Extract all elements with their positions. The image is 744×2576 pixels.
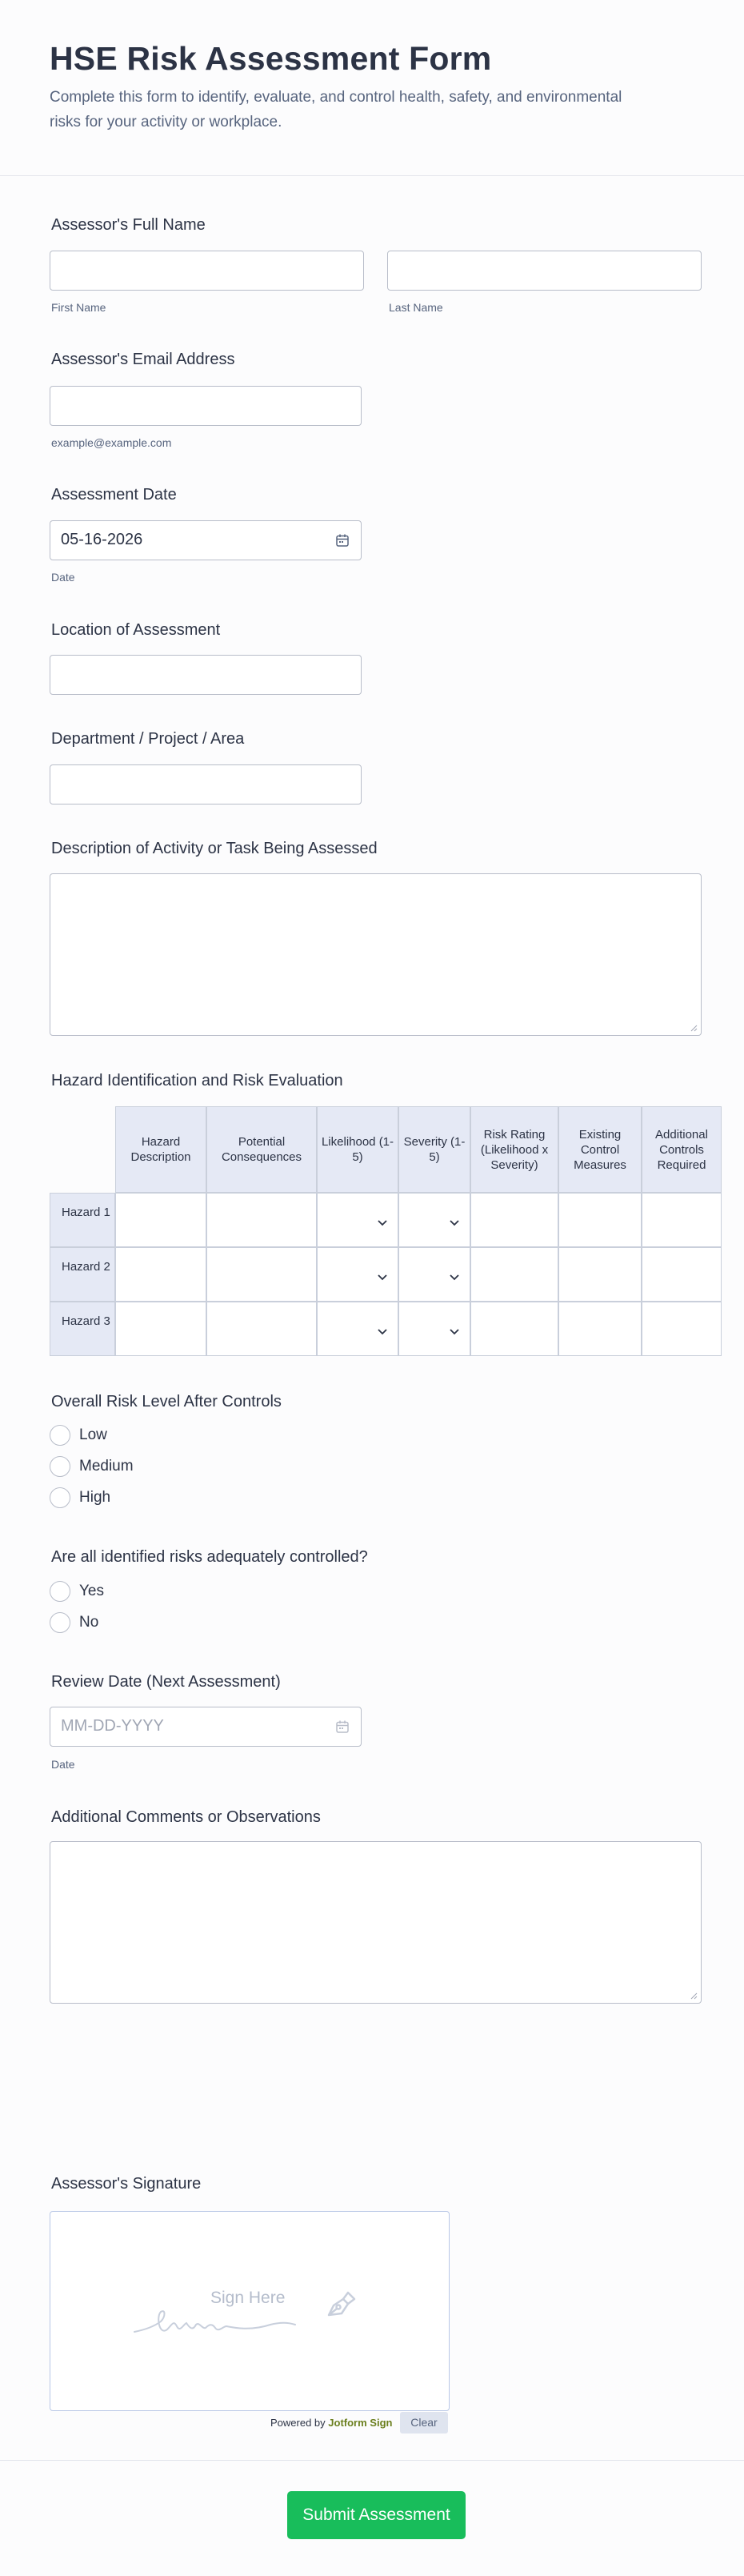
review-date-placeholder: MM-DD-YYYY xyxy=(61,1717,164,1735)
matrix-input-cell[interactable] xyxy=(642,1193,722,1247)
signature-placeholder: Sign Here xyxy=(210,2289,286,2307)
matrix-dropdown-cell[interactable] xyxy=(317,1193,398,1247)
chevron-down-icon[interactable] xyxy=(377,1219,388,1226)
radio-label: High xyxy=(79,1489,111,1506)
chevron-down-icon[interactable] xyxy=(449,1219,460,1226)
matrix-input-cell[interactable] xyxy=(642,1247,722,1302)
matrix-input-cell[interactable] xyxy=(470,1302,558,1356)
matrix-input-cell[interactable] xyxy=(558,1302,642,1356)
assessment-date-label: Assessment Date xyxy=(51,486,177,504)
powered-by-brand[interactable]: Jotform Sign xyxy=(328,2417,393,2429)
matrix-input-cell[interactable] xyxy=(558,1193,642,1247)
comments-label: Additional Comments or Observations xyxy=(51,1808,321,1826)
matrix-input-cell[interactable] xyxy=(470,1193,558,1247)
matrix-input-cell[interactable] xyxy=(470,1247,558,1302)
matrix-dropdown-cell[interactable] xyxy=(398,1247,470,1302)
matrix-input-cell[interactable] xyxy=(642,1302,722,1356)
powered-by xyxy=(270,2417,392,2429)
calendar-icon[interactable] xyxy=(335,533,350,548)
resize-grip-icon[interactable] xyxy=(690,1025,698,1032)
form-header xyxy=(0,0,744,176)
calendar-icon[interactable] xyxy=(335,1719,350,1734)
department-input[interactable] xyxy=(50,764,362,804)
form-subtitle: Complete this form to identify, evaluate, and control health, safety, and environmental risks for your activity or workplace. xyxy=(50,89,622,130)
review-date-label: Review Date (Next Assessment) xyxy=(51,1673,281,1691)
comments-textarea[interactable] xyxy=(50,1841,702,2004)
radio-circle[interactable] xyxy=(50,1612,70,1633)
signature-pad[interactable] xyxy=(50,2211,450,2411)
matrix-row-header: Hazard 1 xyxy=(50,1193,115,1247)
first-name-sublabel: First Name xyxy=(51,301,106,314)
email-input[interactable] xyxy=(50,386,362,426)
form-title: HSE Risk Assessment Form xyxy=(50,40,492,77)
matrix-label: Hazard Identification and Risk Evaluation xyxy=(51,1072,343,1089)
radio-circle[interactable] xyxy=(50,1487,70,1508)
matrix-input-cell[interactable] xyxy=(206,1193,317,1247)
email-sublabel: example@example.com xyxy=(51,436,172,449)
chevron-down-icon[interactable] xyxy=(449,1274,460,1281)
location-label: Location of Assessment xyxy=(51,621,221,639)
review-date-input[interactable] xyxy=(50,1707,362,1747)
matrix-input-cell[interactable] xyxy=(558,1247,642,1302)
location-input[interactable] xyxy=(50,655,362,695)
matrix-input-cell[interactable] xyxy=(206,1247,317,1302)
assessment-date-input[interactable] xyxy=(50,520,362,560)
radio-circle[interactable] xyxy=(50,1425,70,1446)
footer-divider xyxy=(0,2460,744,2461)
pen-icon xyxy=(322,2288,358,2320)
department-label: Department / Project / Area xyxy=(51,730,245,748)
last-name-sublabel: Last Name xyxy=(389,301,443,314)
matrix-row-header: Hazard 2 xyxy=(50,1247,115,1302)
controlled-label: Are all identified risks adequately controlled? xyxy=(51,1548,368,1566)
description-textarea[interactable] xyxy=(50,873,702,1036)
overall-risk-label: Overall Risk Level After Controls xyxy=(51,1393,282,1410)
matrix-column-header: Risk Rating (Likelihood x Severity) xyxy=(470,1106,558,1193)
first-name-input[interactable] xyxy=(50,251,364,291)
radio-label: Medium xyxy=(79,1458,134,1475)
resize-grip-icon[interactable] xyxy=(690,1992,698,2000)
review-date-sublabel: Date xyxy=(51,1758,75,1771)
radio-label: No xyxy=(79,1614,99,1631)
matrix-column-header: Severity (1-5) xyxy=(398,1106,470,1193)
chevron-down-icon[interactable] xyxy=(377,1274,388,1281)
matrix-input-cell[interactable] xyxy=(115,1247,206,1302)
matrix-column-header: Potential Consequences xyxy=(206,1106,317,1193)
radio-circle[interactable] xyxy=(50,1456,70,1477)
description-label: Description of Activity or Task Being Assessed xyxy=(51,840,378,857)
matrix-column-header: Existing Control Measures xyxy=(558,1106,642,1193)
matrix-input-cell[interactable] xyxy=(115,1193,206,1247)
matrix-dropdown-cell[interactable] xyxy=(317,1302,398,1356)
matrix-dropdown-cell[interactable] xyxy=(317,1247,398,1302)
matrix-input-cell[interactable] xyxy=(206,1302,317,1356)
chevron-down-icon[interactable] xyxy=(449,1328,460,1335)
matrix-dropdown-cell[interactable] xyxy=(398,1193,470,1247)
powered-by-prefix: Powered by xyxy=(270,2417,326,2429)
radio-label: Yes xyxy=(79,1583,104,1599)
clear-signature-button[interactable]: Clear xyxy=(400,2412,448,2434)
hazard-matrix xyxy=(50,1106,708,1356)
assessment-date-value: 05-16-2026 xyxy=(61,531,143,548)
last-name-input[interactable] xyxy=(387,251,702,291)
full-name-label: Assessor's Full Name xyxy=(51,216,206,234)
matrix-dropdown-cell[interactable] xyxy=(398,1302,470,1356)
assessment-date-sublabel: Date xyxy=(51,571,75,584)
email-label: Assessor's Email Address xyxy=(51,351,235,368)
matrix-column-header: Additional Controls Required xyxy=(642,1106,722,1193)
matrix-column-header: Hazard Description xyxy=(115,1106,206,1193)
chevron-down-icon[interactable] xyxy=(377,1328,388,1335)
radio-label: Low xyxy=(79,1426,107,1443)
signature-label: Assessor's Signature xyxy=(51,2175,202,2193)
radio-circle[interactable] xyxy=(50,1581,70,1602)
matrix-input-cell[interactable] xyxy=(115,1302,206,1356)
submit-button[interactable]: Submit Assessment xyxy=(287,2491,466,2539)
matrix-row-header: Hazard 3 xyxy=(50,1302,115,1356)
matrix-column-header: Likelihood (1-5) xyxy=(317,1106,398,1193)
